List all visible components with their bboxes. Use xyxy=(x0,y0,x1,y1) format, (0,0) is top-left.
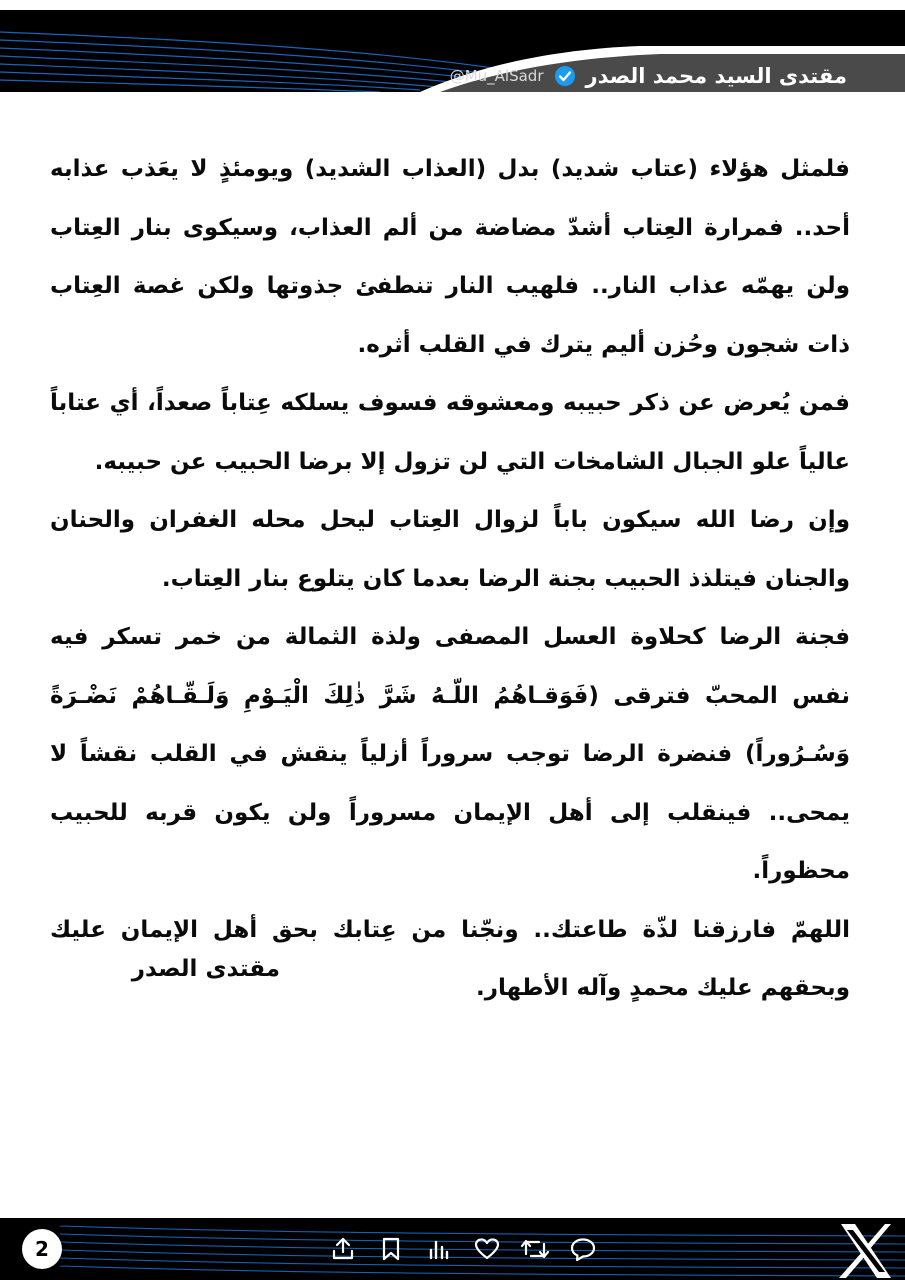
page-header xyxy=(0,10,905,92)
paragraph: اللهمّ فارزقنا لذّة طاعتك.. ونجّنا من عِتابك بحق أهل الإيمان عليك وبحقهم عليك محمدٍ وآله الأطهار. xyxy=(50,916,850,1001)
repost-icon[interactable] xyxy=(520,1234,550,1264)
like-icon[interactable] xyxy=(472,1234,502,1264)
verified-check-icon xyxy=(554,65,576,87)
post-actions xyxy=(328,1232,598,1266)
top-margin xyxy=(0,0,905,10)
author-name[interactable]: مقتدى السيد محمد الصدر xyxy=(585,64,847,88)
bookmark-icon[interactable] xyxy=(376,1234,406,1264)
post-body xyxy=(50,140,850,1018)
paragraph: وإن رضا الله سيكون باباً لزوال العِتاب ليحل محله الغفران والحنان والجنان فيتلذذ الحبيب بجنة الرضا بعدما كان يتلوع بنار العِتاب. xyxy=(50,507,850,592)
paragraph: فمن يُعرض عن ذكر حبيبه ومعشوقه فسوف يسلكه عِتاباً صعداً، أي عتاباً عالياً علو الجبال الشامخات التي لن تزول إلا برضا الحبيب عن حبيبه. xyxy=(50,390,850,475)
paragraph: فلمثل هؤلاء (عتاب شديد) بدل (العذاب الشديد) ويومئذٍ لا يعَذب عذابه أحد.. فمرارة العِتاب أشدّ مضاضة من ألم العذاب، وسيكوى بنار العِتاب ولن يهمّه عذاب النار.. فلهيب النار تنطفئ جذوتها ولكن غصة العِتاب ذات شجون وحُزن أليم يترك في القلب أثره. xyxy=(50,156,850,358)
page-number-badge: 2 xyxy=(22,1229,62,1269)
author-bar xyxy=(435,58,905,92)
page-footer xyxy=(0,1218,905,1280)
signature: مقتدى الصدر xyxy=(131,956,280,982)
share-icon[interactable] xyxy=(328,1234,358,1264)
views-icon[interactable] xyxy=(424,1234,454,1264)
reply-icon[interactable] xyxy=(568,1234,598,1264)
x-logo-icon xyxy=(835,1220,895,1280)
paragraph: فجنة الرضا كحلاوة العسل المصفى ولذة الثمالة من خمر تسكر فيه نفس المحبّ فترقى (فَوَقـاهُمُ اللّـهُ شَرَّ ذٰلِكَ الْيَـوْمِ وَلَـقّـاهُمْ نَضْـرَةً وَسُـرُوراً) فنضرة الرضا توجب سروراً أزلياً ينقش في القلب نقشاً لا يمحى.. فينقلب إلى أهل الإيمان مسروراً ولن يكون قربه للحبيب محظوراً. xyxy=(50,624,850,884)
author-handle[interactable]: @Mu_AlSadr xyxy=(449,67,544,85)
